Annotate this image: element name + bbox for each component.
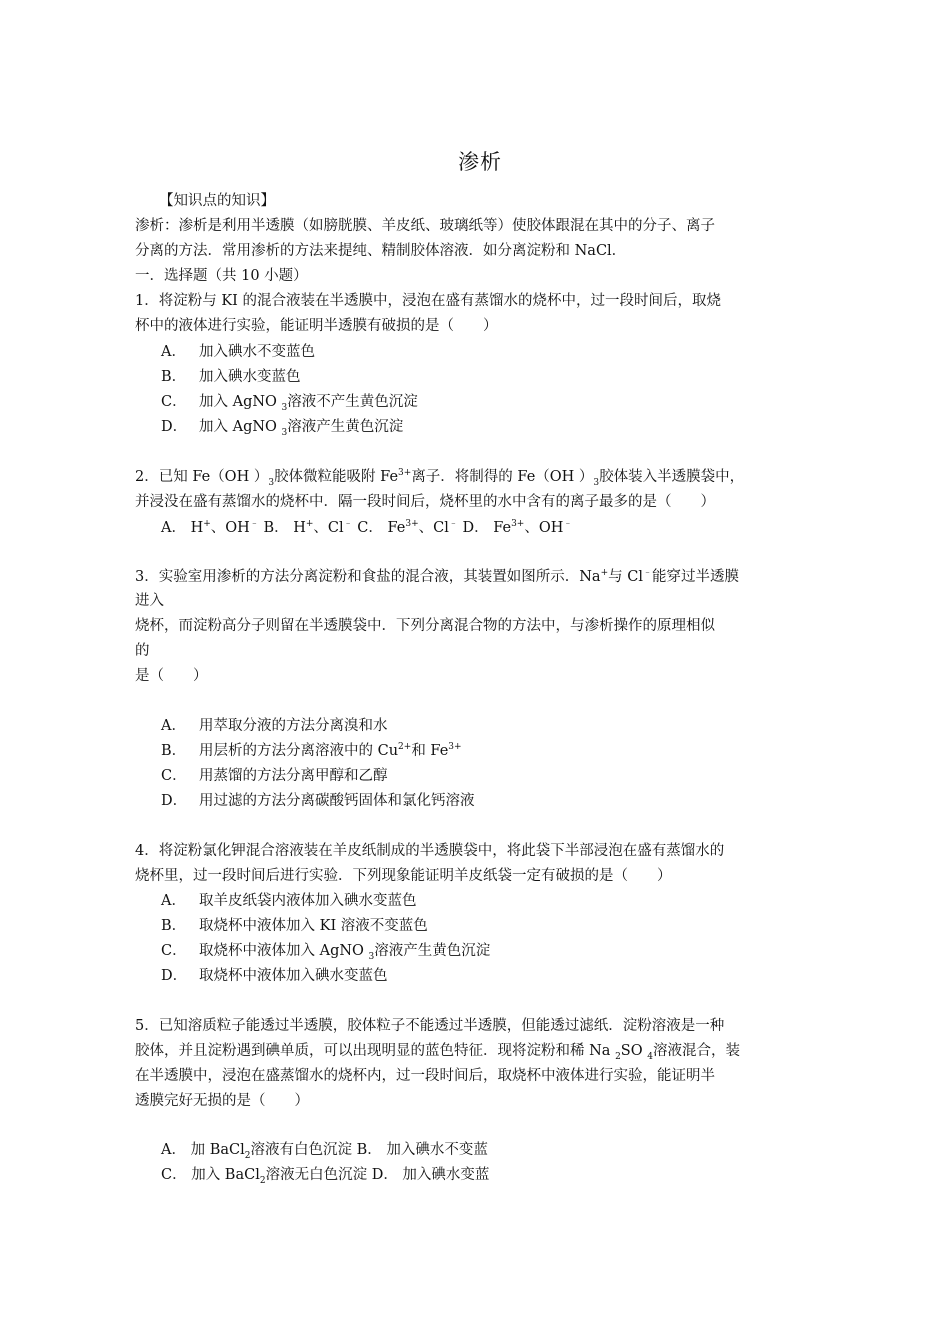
subscript: 2 — [259, 1175, 266, 1186]
option-text: 溶液不产生黄色沉淀 — [287, 394, 418, 410]
option-key: A． — [161, 344, 186, 360]
subscript: 3 — [368, 951, 375, 962]
text: SO — [620, 1043, 648, 1059]
option-key: D． — [161, 419, 188, 435]
option-text: 用过滤的方法分离碳酸钙固体和氯化钙溶液 — [199, 793, 475, 809]
q2-options — [161, 518, 572, 538]
option-text: 用蒸馏的方法分离甲醇和乙醇 — [199, 768, 388, 784]
superscript: ﹣ — [448, 519, 458, 530]
text: 溶液无白色沉淀 D． 加入碘水变蓝 — [265, 1167, 490, 1183]
subscript: 2 — [244, 1150, 251, 1161]
option-text: 加入 AgNO — [199, 394, 282, 410]
option-text: 用萃取分液的方法分离溴和水 — [199, 718, 388, 734]
text: 离子．将制得的 Fe（OH ） — [411, 469, 594, 485]
q3-stem-line1 — [135, 567, 739, 587]
q1-option-b — [161, 367, 301, 387]
subscript: 3 — [268, 477, 275, 488]
superscript: ﹣ — [249, 519, 259, 530]
text: B． H — [258, 520, 306, 536]
q4-option-a — [161, 891, 417, 911]
q3-option-b — [161, 741, 462, 761]
text: 、Cl — [418, 520, 449, 536]
superscript: ﹣ — [642, 568, 652, 579]
text: 3．实验室用渗析的方法分离淀粉和食盐的混合液，其装置如图所示．Na — [135, 569, 601, 585]
q4-option-d — [161, 966, 388, 986]
option-text: 溶液产生黄色沉淀 — [287, 419, 404, 435]
q1-stem-line2: 杯中的液体进行实验，能证明半透膜有破损的是（ ） — [135, 318, 498, 334]
q5-stem-line4: 透膜完好无损的是（ ） — [135, 1093, 309, 1109]
text: A． H — [161, 520, 204, 536]
option-key: D． — [161, 793, 188, 809]
subscript: 3 — [593, 477, 600, 488]
q4-option-c — [161, 941, 490, 961]
q3-stem-line2: 进入 — [135, 593, 164, 609]
option-key: A． — [161, 893, 186, 909]
option-text: 取烧杯中液体加入 AgNO — [199, 943, 369, 959]
text: C． Fe — [352, 520, 406, 536]
text: 胶体装入半透膜袋中， — [599, 469, 745, 485]
text: 2．已知 Fe（OH ） — [135, 469, 269, 485]
option-text: 溶液产生黄色沉淀 — [374, 943, 491, 959]
q3-stem-line4: 的 — [135, 643, 150, 659]
option-key: B． — [161, 918, 187, 934]
option-text: 加入碘水变蓝色 — [199, 369, 301, 385]
option-key: C． — [161, 943, 187, 959]
superscript: ﹣ — [343, 519, 353, 530]
q1-option-d — [161, 417, 403, 437]
q4-stem-line2: 烧杯里，过一段时间后进行实验．下列现象能证明羊皮纸袋一定有破损的是（ ） — [135, 868, 672, 884]
subscript: 3 — [281, 427, 288, 438]
text: 、Cl — [313, 520, 344, 536]
knowledge-heading: 【知识点的知识】 — [159, 193, 275, 209]
option-text: 取烧杯中液体加入 KI 溶液不变蓝色 — [199, 918, 428, 934]
q3-option-d — [161, 791, 475, 811]
q5-stem-line3: 在半透膜中，浸泡在盛蒸馏水的烧杯内，过一段时间后，取烧杯中液体进行实验，能证明半 — [135, 1068, 715, 1084]
text: 与 Cl — [608, 569, 643, 585]
section-heading: 一．选择题（共 10 小题） — [135, 268, 308, 284]
q5-stem-line1: 5．已知溶质粒子能透过半透膜，胶体粒子不能透过半透膜，但能透过滤纸．淀粉溶液是一种 — [135, 1018, 725, 1034]
text: 、OH — [210, 520, 250, 536]
q3-option-c — [161, 766, 388, 786]
option-text: 取烧杯中液体加入碘水变蓝色 — [199, 968, 388, 984]
text: 胶体微粒能吸附 Fe — [274, 469, 399, 485]
option-key: A． — [161, 718, 186, 734]
option-key: C． — [161, 394, 187, 410]
q5-options-row1 — [161, 1140, 488, 1160]
q2-stem-line2: 并浸没在盛有蒸馏水的烧杯中．隔一段时间后，烧杯里的水中含有的离子最多的是（ ） — [135, 494, 715, 510]
superscript: + — [203, 519, 211, 530]
q2-stem-line1 — [135, 467, 744, 487]
page-title: 渗析 — [458, 150, 502, 174]
q1-stem-line1: 1．将淀粉与 KI 的混合液装在半透膜中，浸泡在盛有蒸馏水的烧杯中，过一段时间后，取烧 — [135, 293, 722, 309]
q1-option-c — [161, 392, 418, 412]
option-text: 取羊皮纸袋内液体加入碘水变蓝色 — [199, 893, 417, 909]
superscript: + — [600, 568, 609, 579]
q4-stem-line1: 4．将淀粉氯化钾混合溶液装在羊皮纸制成的半透膜袋中，将此袋下半部浸泡在盛有蒸馏水的 — [135, 843, 725, 859]
q5-stem-line2 — [135, 1041, 740, 1061]
q4-option-b — [161, 916, 428, 936]
option-text: 加入碘水不变蓝色 — [199, 344, 315, 360]
superscript: + — [305, 519, 314, 530]
subscript: 2 — [615, 1051, 621, 1062]
superscript: 2+ — [398, 742, 412, 753]
superscript: ﹣ — [563, 519, 573, 530]
text: 能穿过半透膜 — [651, 569, 739, 585]
option-text: 用层析的方法分离溶液中的 Cu — [199, 743, 399, 759]
option-key: B． — [161, 369, 187, 385]
option-text: 加入 AgNO — [199, 419, 282, 435]
option-key: C． — [161, 768, 187, 784]
superscript: 3+ — [405, 519, 419, 530]
q3-stem-line3: 烧杯，而淀粉高分子则留在半透膜袋中．下列分离混合物的方法中，与渗析操作的原理相似 — [135, 618, 715, 634]
superscript: 3+ — [511, 519, 525, 530]
q5-options-row2 — [161, 1165, 489, 1185]
text: 、OH — [524, 520, 564, 536]
text: D． Fe — [457, 520, 512, 536]
superscript: 3+ — [398, 468, 412, 479]
superscript: 3+ — [448, 742, 462, 753]
text: 胶体，并且淀粉遇到碘单质，可以出现明显的蓝色特征．现将淀粉和稀 Na — [135, 1043, 616, 1059]
option-key: D． — [161, 968, 188, 984]
q1-option-a — [161, 342, 315, 362]
subscript: 3 — [281, 402, 288, 413]
knowledge-text-line1: 渗析：渗析是利用半透膜（如膀胱膜、羊皮纸、玻璃纸等）使胶体跟混在其中的分子、离子 — [135, 218, 715, 234]
option-text: 和 Fe — [411, 743, 449, 759]
knowledge-text-line2: 分离的方法．常用渗析的方法来提纯、精制胶体溶液．如分离淀粉和 NaCl． — [135, 243, 627, 259]
text: C． 加入 BaCl — [161, 1167, 260, 1183]
option-key: B． — [161, 743, 187, 759]
text: A． 加 BaCl — [161, 1142, 245, 1158]
q3-stem-line5: 是（ ） — [135, 668, 208, 684]
text: 溶液有白色沉淀 B． 加入碘水不变蓝 — [250, 1142, 488, 1158]
text: 溶液混合，装 — [652, 1043, 740, 1059]
q3-option-a — [161, 716, 388, 736]
subscript: 4 — [647, 1051, 653, 1062]
